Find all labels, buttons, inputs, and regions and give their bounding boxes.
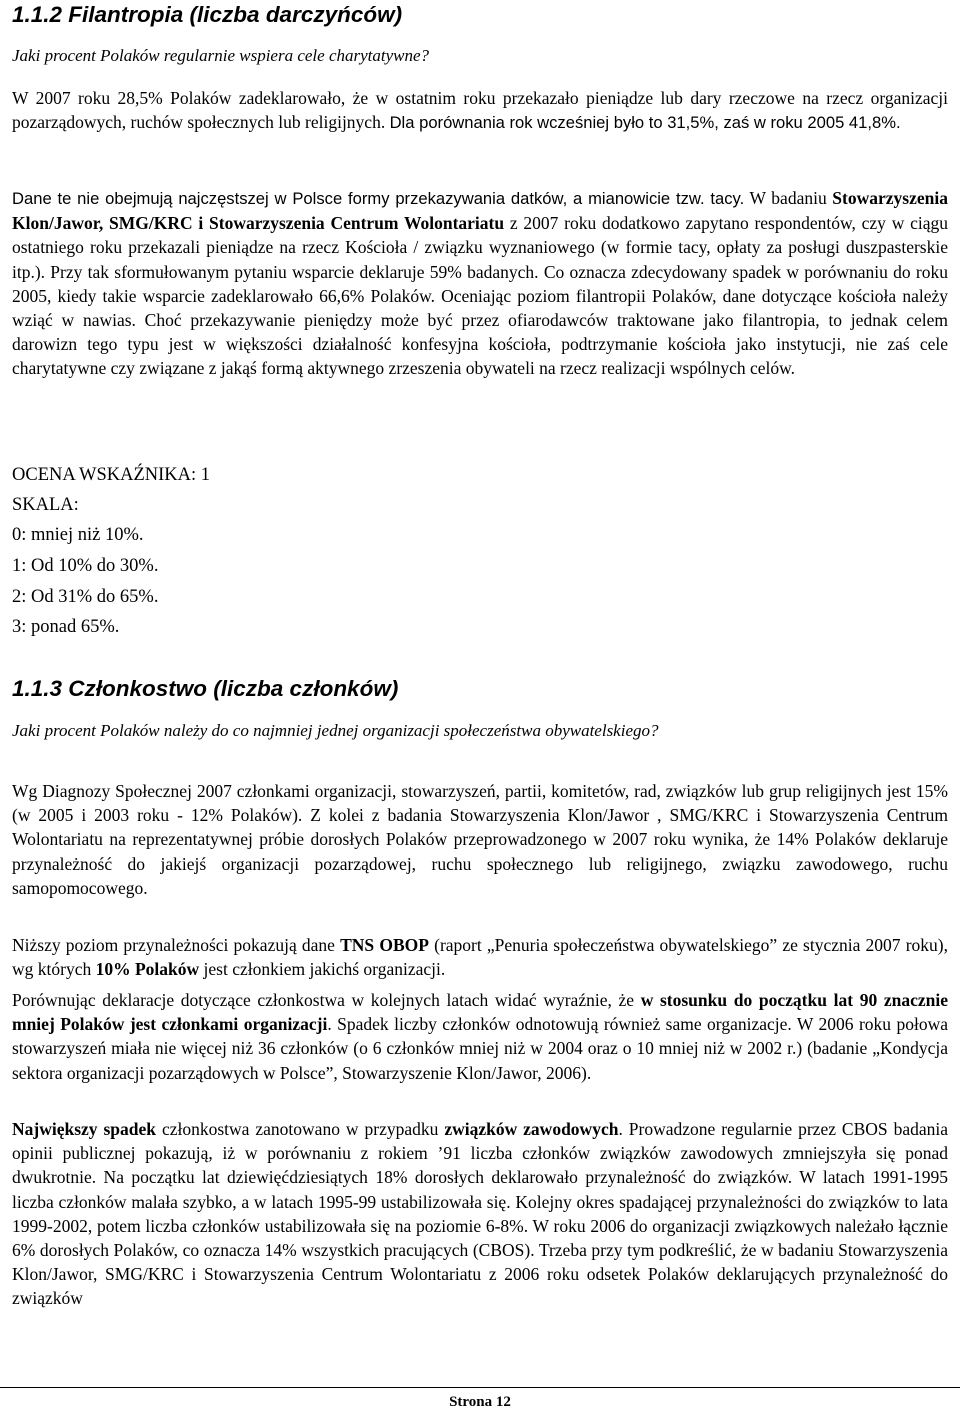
scale-label: SKALA:: [12, 495, 79, 515]
paragraph-text: członkostwa zanotowano w przypadku: [156, 1119, 445, 1139]
paragraph-czlonkostwo-diagnoza: Wg Diagnozy Społecznej 2007 członkami organizacji, stowarzyszeń, partii, komitetów, rad, związków lub grup religijnych jest 15% (w 2005 i 2003 roku - 12% Polaków). Z kolei z badania Stowarzyszenia Klon/Jawor , SMG/KRC i Stowarzyszenia Centrum Wolontariatu na reprezentatywnej próbie dorosłych Polaków przeprowadzonego w 2007 roku wynika, że 14% Polaków deklaruje przynależność do jakiejś organizacji pozarządowej, ruchu społecznego lub religijnego, związku zawodowego, ruchu samopomocowego.: [12, 781, 948, 898]
paragraph-filantropia-stats: [12, 86, 948, 135]
paragraph-czlonkostwo-tns: [12, 933, 948, 981]
section-heading-czlonkostwo: 1.1.3 Członkostwo (liczba członków): [12, 676, 399, 701]
footer-divider: [0, 1387, 960, 1388]
paragraph-text: W badaniu: [744, 188, 833, 208]
scale-level-1: 1: Od 10% do 30%.: [12, 556, 159, 576]
paragraph-bold-text: związków zawodowych: [444, 1119, 619, 1139]
page-number: Strona 12: [449, 1394, 511, 1410]
paragraph-czlonkostwo-zwiazki: [12, 1117, 948, 1311]
paragraph-text: W 2007 roku 28,5% Polaków zadeklarowało, że w ostatnim roku przekazało pieniądze lub dary rzeczowe na rzecz organizacji pozarządowych, ruchów społecznych lub religijnych.: [12, 88, 948, 133]
paragraph-text: jest członkiem jakichś organizacji.: [199, 959, 446, 980]
paragraph-text: z 2007 roku dodatkowo zapytano respondentów, czy w ciągu ostatniego roku przekazali pieniądze na rzecz Kościoła / związku wyznaniowego (w formie tacy, opłaty za posługi duszpasterskie itp.). Przy tak sformułowanym pytaniu wsparcie deklaruje 59% badanych. Co oznacza zdecydowany spadek w porównaniu do roku 2005, kiedy takie wsparcie zadeklarowało 66,6% Polaków. Oceniając poziom filantropii Polaków, dane dotyczące kościoła należy wziąć w nawias. Choć przekazywanie pieniędzy może być przez ofiarodawców traktowane jako filantropia, to jednak celem darowizn tego typu jest w większości działalność konfesyjna kościoła, podtrzymanie kościoła jako instytucji, nie zaś cele charytatywne czy związane z jakąś formą aktywnego zrzeszenia obywateli na rzecz realizacji wspólnych celów.: [12, 213, 948, 379]
section-question-czlonkostwo: Jaki procent Polaków należy do co najmniej jednej organizacji społeczeństwa obywatelskiego?: [12, 721, 659, 740]
paragraph-text-sans: Dane te nie obejmują najczęstszej w Polsce formy przekazywania datków, a mianowicie tzw. tacy.: [12, 189, 745, 208]
paragraph-filantropia-taca: [12, 186, 948, 381]
scale-level-0: 0: mniej niż 10%.: [12, 525, 144, 545]
paragraph-bold-text: Największy spadek: [12, 1119, 157, 1139]
scale-level-3: 3: ponad 65%.: [12, 617, 120, 637]
paragraph-text: Niższy poziom przynależności pokazują dane: [12, 935, 341, 955]
paragraph-text: . Spadek liczby członków odnotowują również same organizacje. W 2006 roku połowa stowarzyszeń miała nie więcej niż 36 członków (o 6 członków mniej niż w 2004 oraz o 10 mniej niż w 2002 r.) (badanie „Kondycja sektora organizacji pozarządowych w Polsce”, Stowarzyszenie Klon/Jawor, 2006).: [12, 1014, 948, 1083]
paragraph-text: . Prowadzone regularnie przez CBOS badania opinii publicznej pokazują, iż w porównaniu z rokiem ’91 liczba członków związków zawodowych zmniejszyła się ponad dwukrotnie. Na początku lat dziewięćdziesiątych 18% dorosłych deklarowało przynależność do związków. W latach 1991-1995 liczba członków malała szybko, a w latach 1995-99 ustabilizowała się. Kolejny okres spadającej przynależności do związków to lata 1999-2002, potem liczba członków ustabilizowała się na poziomie 6-8%. W roku 2006 do organizacji związkowych należało łącznie 6% dorosłych Polaków, co oznacza 14% wszystkich pracujących (CBOS). Trzeba przy tym podkreślić, że w badaniu Stowarzyszenia Klon/Jawor, SMG/KRC i Stowarzyszenia Centrum Wolontariatu z 2006 roku odsetek Polaków deklarujących przynależność do związków: [12, 1119, 949, 1309]
scale-level-2: 2: Od 31% do 65%.: [12, 587, 159, 607]
paragraph-bold-text: w stosunku do początku lat 90 znacznie mniej Polaków jest członkami organizacji: [12, 990, 948, 1035]
rating-indicator: OCENA WSKAŹNIKA: 1: [12, 465, 211, 485]
paragraph-text: (raport „Penuria społeczeństwa obywatelskiego” ze stycznia 2007 roku), wg których: [12, 935, 949, 980]
paragraph-czlonkostwo-spadek: [12, 988, 948, 1085]
paragraph-bold-text: TNS OBOP: [340, 935, 429, 955]
paragraph-bold-text: Stowarzyszenia Klon/Jawor, SMG/KRC i Stowarzyszenia Centrum Wolontariatu: [12, 188, 948, 234]
section-question-filantropia: Jaki procent Polaków regularnie wspiera cele charytatywne?: [12, 46, 430, 65]
paragraph-bold-text: 10% Polaków: [95, 959, 200, 980]
paragraph-text-sans: Dla porównania rok wcześniej było to 31,5%, zaś w roku 2005 41,8%.: [389, 113, 901, 133]
paragraph-text: Porównując deklaracje dotyczące członkostwa w kolejnych latach widać wyraźnie, że: [12, 990, 641, 1010]
section-heading-filantropia: 1.1.2 Filantropia (liczba darczyńców): [12, 2, 403, 27]
